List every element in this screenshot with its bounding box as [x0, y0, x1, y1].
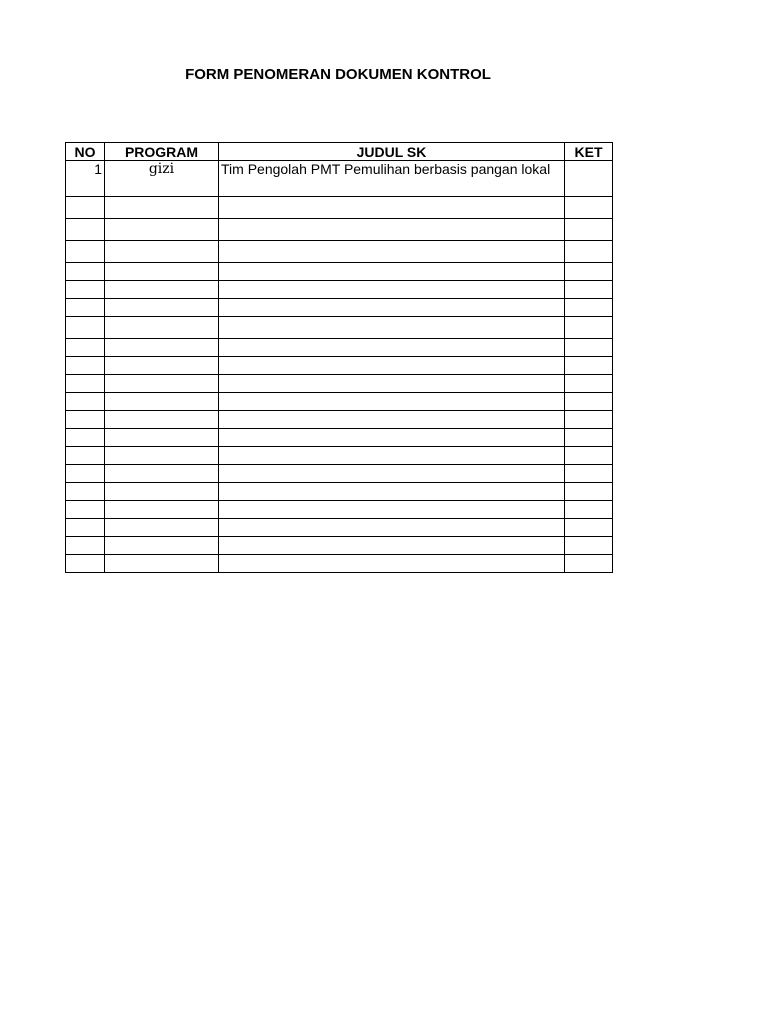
- table-row: [66, 197, 613, 219]
- cell-no: [66, 299, 105, 317]
- cell-no: [66, 411, 105, 429]
- cell-program: [105, 411, 219, 429]
- cell-judul-sk: [219, 519, 565, 537]
- cell-judul-sk: [219, 299, 565, 317]
- cell-program: [105, 317, 219, 339]
- cell-judul-sk: [219, 281, 565, 299]
- page-title: FORM PENOMERAN DOKUMEN KONTROL: [185, 66, 491, 83]
- cell-ket: [565, 299, 613, 317]
- cell-judul-sk: [219, 555, 565, 573]
- header-program: PROGRAM: [105, 143, 219, 161]
- cell-judul-sk: [219, 393, 565, 411]
- table-row: [66, 483, 613, 501]
- table-row: [66, 281, 613, 299]
- cell-judul-sk: [219, 537, 565, 555]
- cell-ket: [565, 519, 613, 537]
- cell-program: [105, 429, 219, 447]
- cell-program: [105, 241, 219, 263]
- cell-no: [66, 281, 105, 299]
- cell-judul-sk: [219, 339, 565, 357]
- cell-program: [105, 357, 219, 375]
- table-row: [66, 357, 613, 375]
- cell-ket: [565, 465, 613, 483]
- cell-ket: [565, 281, 613, 299]
- cell-judul-sk: [219, 219, 565, 241]
- cell-no: [66, 393, 105, 411]
- cell-program: [105, 263, 219, 281]
- cell-no: [66, 555, 105, 573]
- cell-judul-sk: [219, 357, 565, 375]
- cell-no: [66, 219, 105, 241]
- table-row: [66, 375, 613, 393]
- cell-program: [105, 219, 219, 241]
- cell-no: 1: [66, 161, 105, 197]
- cell-no: [66, 447, 105, 465]
- cell-program: [105, 299, 219, 317]
- table-row: [66, 299, 613, 317]
- cell-no: [66, 317, 105, 339]
- table-row: [66, 555, 613, 573]
- cell-ket: [565, 161, 613, 197]
- cell-program: [105, 501, 219, 519]
- cell-ket: [565, 263, 613, 281]
- header-no: NO: [66, 143, 105, 161]
- cell-judul-sk: [219, 197, 565, 219]
- cell-ket: [565, 241, 613, 263]
- header-ket: KET: [565, 143, 613, 161]
- table-row: [66, 393, 613, 411]
- cell-no: [66, 241, 105, 263]
- header-judul-sk: JUDUL SK: [219, 143, 565, 161]
- table-row: [66, 447, 613, 465]
- cell-no: [66, 465, 105, 483]
- cell-program: [105, 537, 219, 555]
- table-header-row: [66, 143, 613, 161]
- cell-program: [105, 197, 219, 219]
- cell-program: [105, 519, 219, 537]
- cell-program: [105, 339, 219, 357]
- cell-no: [66, 375, 105, 393]
- cell-program: [105, 281, 219, 299]
- cell-ket: [565, 555, 613, 573]
- cell-judul-sk: [219, 411, 565, 429]
- cell-judul-sk: [219, 447, 565, 465]
- cell-no: [66, 357, 105, 375]
- cell-judul-sk: Tim Pengolah PMT Pemulihan berbasis pangan lokal: [219, 161, 565, 197]
- cell-judul-sk: [219, 241, 565, 263]
- cell-ket: [565, 483, 613, 501]
- table-row: [66, 429, 613, 447]
- cell-ket: [565, 429, 613, 447]
- cell-judul-sk: [219, 263, 565, 281]
- table-row: [66, 263, 613, 281]
- cell-program: [105, 375, 219, 393]
- cell-no: [66, 483, 105, 501]
- cell-ket: [565, 219, 613, 241]
- cell-ket: [565, 197, 613, 219]
- cell-ket: [565, 501, 613, 519]
- cell-ket: [565, 339, 613, 357]
- cell-ket: [565, 393, 613, 411]
- document-control-table: [65, 142, 613, 573]
- table-row: [66, 219, 613, 241]
- cell-program: [105, 555, 219, 573]
- cell-judul-sk: [219, 501, 565, 519]
- table-row: [66, 465, 613, 483]
- cell-program: [105, 447, 219, 465]
- cell-program: [105, 465, 219, 483]
- cell-judul-sk: [219, 465, 565, 483]
- cell-no: [66, 537, 105, 555]
- table-row: [66, 537, 613, 555]
- table-row: [66, 411, 613, 429]
- cell-no: [66, 263, 105, 281]
- cell-ket: [565, 375, 613, 393]
- table-row: [66, 241, 613, 263]
- cell-ket: [565, 537, 613, 555]
- cell-ket: [565, 317, 613, 339]
- cell-ket: [565, 357, 613, 375]
- table-row: [66, 317, 613, 339]
- cell-judul-sk: [219, 317, 565, 339]
- cell-program: gizi: [105, 161, 219, 197]
- cell-program: [105, 393, 219, 411]
- cell-judul-sk: [219, 429, 565, 447]
- cell-no: [66, 197, 105, 219]
- table-row: [66, 161, 613, 197]
- cell-ket: [565, 447, 613, 465]
- table-row: [66, 339, 613, 357]
- table-row: [66, 519, 613, 537]
- cell-ket: [565, 411, 613, 429]
- cell-no: [66, 519, 105, 537]
- cell-program: [105, 483, 219, 501]
- cell-no: [66, 429, 105, 447]
- table-row: [66, 501, 613, 519]
- cell-no: [66, 339, 105, 357]
- cell-judul-sk: [219, 375, 565, 393]
- cell-no: [66, 501, 105, 519]
- cell-judul-sk: [219, 483, 565, 501]
